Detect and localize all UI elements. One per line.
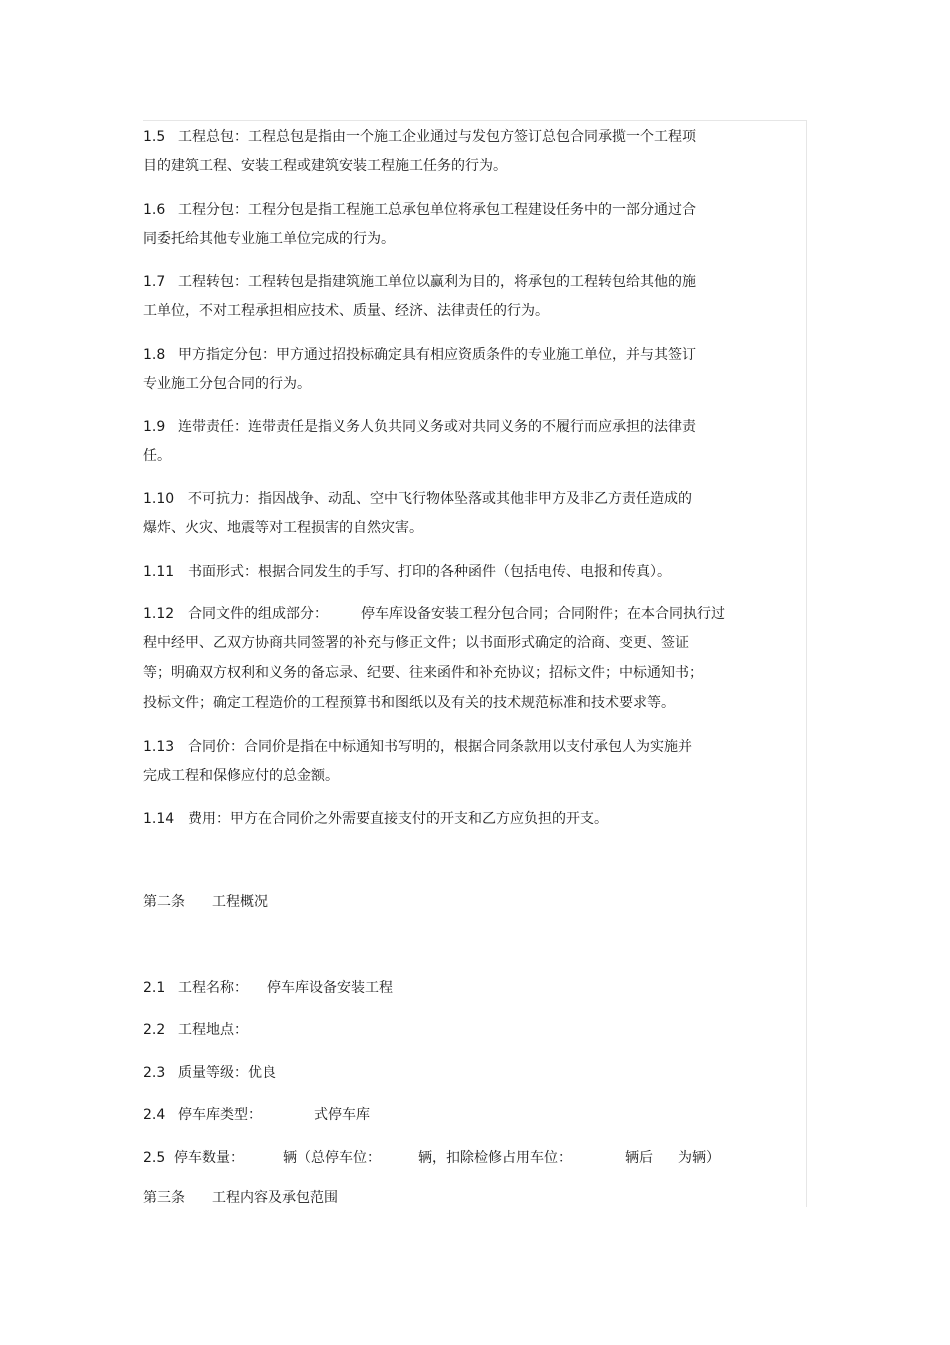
clause-1-13-line-2: 完成工程和保修应付的总金额。 — [143, 768, 339, 784]
overview-location: 2.2 工程地点： — [143, 1022, 248, 1038]
clause-1-12-line-2: 程中经甲、乙双方协商共同签署的补充与修正文件；以书面形式确定的洽商、变更、签证 — [143, 635, 689, 651]
clause-1-9-line-1: 1.9 连带责任：连带责任是指义务人负共同义务或对共同义务的不履行而应承担的法律责 — [143, 419, 696, 435]
clause-1-6-line-1: 1.6 工程分包：工程分包是指工程施工总承包单位将承包工程建设任务中的一部分通过合 — [143, 202, 696, 218]
overview-count: 2.5 停车数量： 辆（总停车位： 辆，扣除检修占用车位： 辆后 为辆） — [143, 1150, 720, 1166]
overview-type: 2.4 停车库类型： 式停车库 — [143, 1107, 370, 1123]
clause-1-13-line-1: 1.13 合同价：合同价是指在中标通知书写明的，根据合同条款用以支付承包人为实施并 — [143, 739, 692, 755]
clause-1-7-line-1: 1.7 工程转包：工程转包是指建筑施工单位以赢利为目的，将承包的工程转包给其他的施 — [143, 274, 696, 290]
clause-1-10-line-1: 1.10 不可抗力：指因战争、动乱、空中飞行物体坠落或其他非甲方及非乙方责任造成的 — [143, 491, 692, 507]
clause-1-10-line-2: 爆炸、火灾、地震等对工程损害的自然灾害。 — [143, 520, 423, 536]
clause-1-14-line-1: 1.14 费用：甲方在合同价之外需要直接支付的开支和乙方应负担的开支。 — [143, 811, 608, 827]
clause-1-12-line-4: 投标文件；确定工程造价的工程预算书和图纸以及有关的技术规范标准和技术要求等。 — [143, 695, 675, 711]
clause-1-12-line-1: 1.12 合同文件的组成部分： 停车库设备安装工程分包合同；合同附件；在本合同执行过 — [143, 606, 725, 622]
clause-1-5-line-2: 目的建筑工程、安装工程或建筑安装工程施工任务的行为。 — [143, 158, 507, 174]
clause-1-9-line-2: 任。 — [143, 448, 171, 464]
overview-name: 2.1 工程名称： 停车库设备安装工程 — [143, 980, 393, 996]
clause-1-11-line-1: 1.11 书面形式：根据合同发生的手写、打印的各种函件（包括电传、电报和传真）。 — [143, 564, 671, 580]
article-3-heading: 第三条 工程内容及承包范围 — [143, 1190, 338, 1206]
clause-1-8-line-1: 1.8 甲方指定分包：甲方通过招投标确定具有相应资质条件的专业施工单位，并与其签订 — [143, 347, 696, 363]
clause-1-12-line-3: 等；明确双方权利和义务的备忘录、纪要、往来函件和补充协议；招标文件；中标通知书； — [143, 665, 703, 681]
clause-1-8-line-2: 专业施工分包合同的行为。 — [143, 376, 311, 392]
overview-quality: 2.3 质量等级：优良 — [143, 1065, 276, 1081]
article-2-heading: 第二条 工程概况 — [143, 894, 268, 910]
clause-1-6-line-2: 同委托给其他专业施工单位完成的行为。 — [143, 231, 395, 247]
clause-1-5-line-1: 1.5 工程总包：工程总包是指由一个施工企业通过与发包方签订总包合同承揽一个工程项 — [143, 129, 696, 145]
clause-1-7-line-2: 工单位，不对工程承担相应技术、质量、经济、法律责任的行为。 — [143, 303, 549, 319]
